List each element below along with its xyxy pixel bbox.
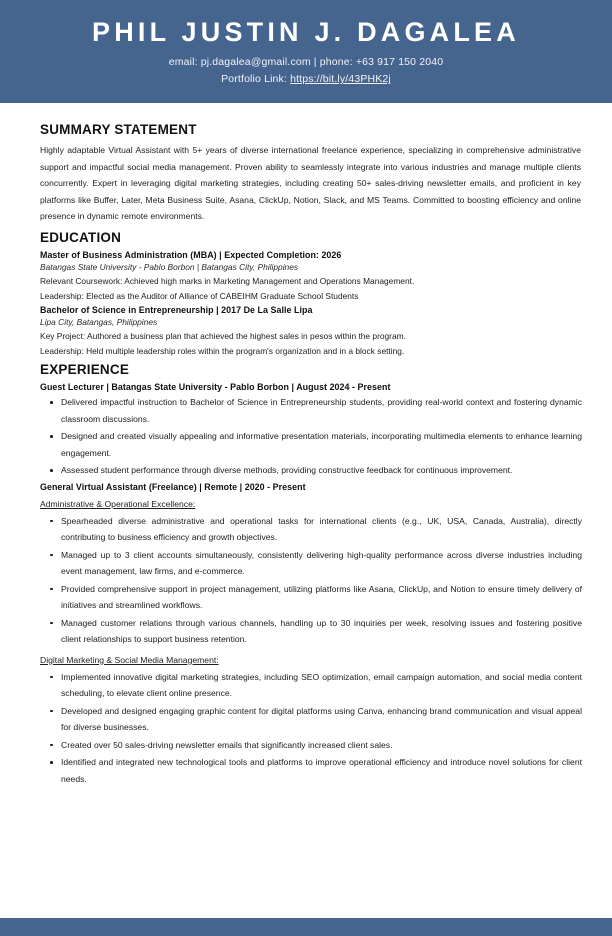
list-item: Created over 50 sales-driving newsletter emails that significantly increased client sales.: [61, 737, 582, 754]
list-item: Implemented innovative digital marketing strategies, including SEO optimization, email campaign automation, and social media content scheduling, to elevate client online presence.: [61, 669, 582, 702]
education-entry: [40, 305, 582, 357]
experience-job-heading: Guest Lecturer | Batangas State University - Pablo Borbon | August 2024 - Present: [40, 382, 391, 393]
page-title: PHIL JUSTIN J. DAGALEA: [92, 17, 520, 47]
portfolio-link-line: [0, 71, 612, 87]
list-item: Provided comprehensive support in project management, utilizing platforms like Asana, ClickUp, and Notion to ensure timely delivery of initiatives and streamlined workflows.: [61, 581, 582, 614]
experience-bullet-list: [40, 394, 582, 479]
experience-group-label: Digital Marketing & Social Media Management:: [40, 654, 219, 665]
section-title-education: EDUCATION: [40, 229, 122, 245]
portfolio-url-link[interactable]: https://bit.ly/43PHK2j: [290, 73, 391, 86]
section-title-experience: EXPERIENCE: [40, 362, 130, 378]
section-title-summary: SUMMARY STATEMENT: [40, 122, 197, 137]
education-detail: Leadership: Elected as the Auditor of Alliance of CABEIHM Graduate School Students: [40, 290, 359, 301]
summary-paragraph: Highly adaptable Virtual Assistant with 5+ years of diverse international freelance experience, specializing in comprehensive administrative support and impactful social media management. Proven ability to seamlessly integrate into various industries and manage multiple clients concurrently. Expert in leveraging digital marketing strategies, including creating 50+ sales-driving newsletter emails, and proficient in key platforms like Buffer, Later, Meta Business Suite, Asana, ClickUp, Notion, Slack, and MS Teams. Committed to boosting efficiency and online presence in dynamic remote environments.: [40, 145, 581, 221]
list-item: Assessed student performance through diverse methods, providing constructive feedback for continuous improvement.: [61, 462, 582, 479]
list-item: Managed customer relations through various channels, handling up to 30 inquiries per week, resolving issues and fostering positive client relationships to support business retention.: [61, 615, 582, 648]
experience-group-label: Administrative & Operational Excellence:: [40, 498, 196, 509]
list-item: Spearheaded diverse administrative and operational tasks for international clients (e.g., UK, USA, Canada, Australia), directly contributing to business efficiency and growth objectives.: [61, 513, 582, 546]
list-item: Identified and integrated new technological tools and platforms to improve operational efficiency and introduce novel solutions for client needs.: [61, 754, 582, 787]
resume-body: [0, 103, 612, 787]
list-item: Designed and created visually appealing and informative presentation materials, incorporating multimedia elements to enhance learning engagement.: [61, 428, 582, 461]
education-entry: [40, 250, 582, 302]
list-item: Managed up to 3 client accounts simultaneously, consistently delivering high-quality performance across diverse industries including event management, law firms, and e-commerce.: [61, 547, 582, 580]
experience-job-heading: General Virtual Assistant (Freelance) | Remote | 2020 - Present: [40, 481, 306, 492]
education-degree: Master of Business Administration (MBA) | Expected Completion: 2026: [40, 249, 342, 260]
resume-footer-banner: [0, 918, 612, 936]
education-detail: Relevant Coursework: Achieved high marks in Marketing Management and Operations Management.: [40, 275, 415, 286]
resume-header-banner: [0, 0, 612, 103]
experience-bullet-list: [40, 669, 582, 788]
education-detail: Key Project: Authored a business plan that achieved the highest sales in pesos within the program.: [40, 330, 406, 341]
education-entries: [40, 250, 582, 358]
experience-bullet-list: [40, 513, 582, 648]
education-institution: Batangas State University - Pablo Borbon | Batangas City, Philippines: [40, 261, 299, 272]
list-item: Developed and designed engaging graphic content for digital platforms using Canva, enhancing brand communication and visual appeal for diverse businesses.: [61, 703, 582, 736]
contact-info-line: email: pj.dagalea@gmail.com | phone: +63 917 150 2040: [168, 56, 444, 69]
experience-job: [40, 482, 582, 788]
education-degree: Bachelor of Science in Entrepreneurship | 2017 De La Salle Lipa: [40, 304, 313, 315]
experience-job: [40, 382, 582, 479]
portfolio-label: Portfolio Link:: [221, 73, 291, 86]
list-item: Delivered impactful instruction to Bachelor of Science in Entrepreneurship students, providing real-world context and fostering dynamic classroom discussions.: [61, 394, 582, 427]
education-detail: Leadership: Held multiple leadership roles within the program's organization and in a block setting.: [40, 346, 405, 357]
education-institution: Lipa City, Batangas, Philippines: [40, 316, 158, 327]
